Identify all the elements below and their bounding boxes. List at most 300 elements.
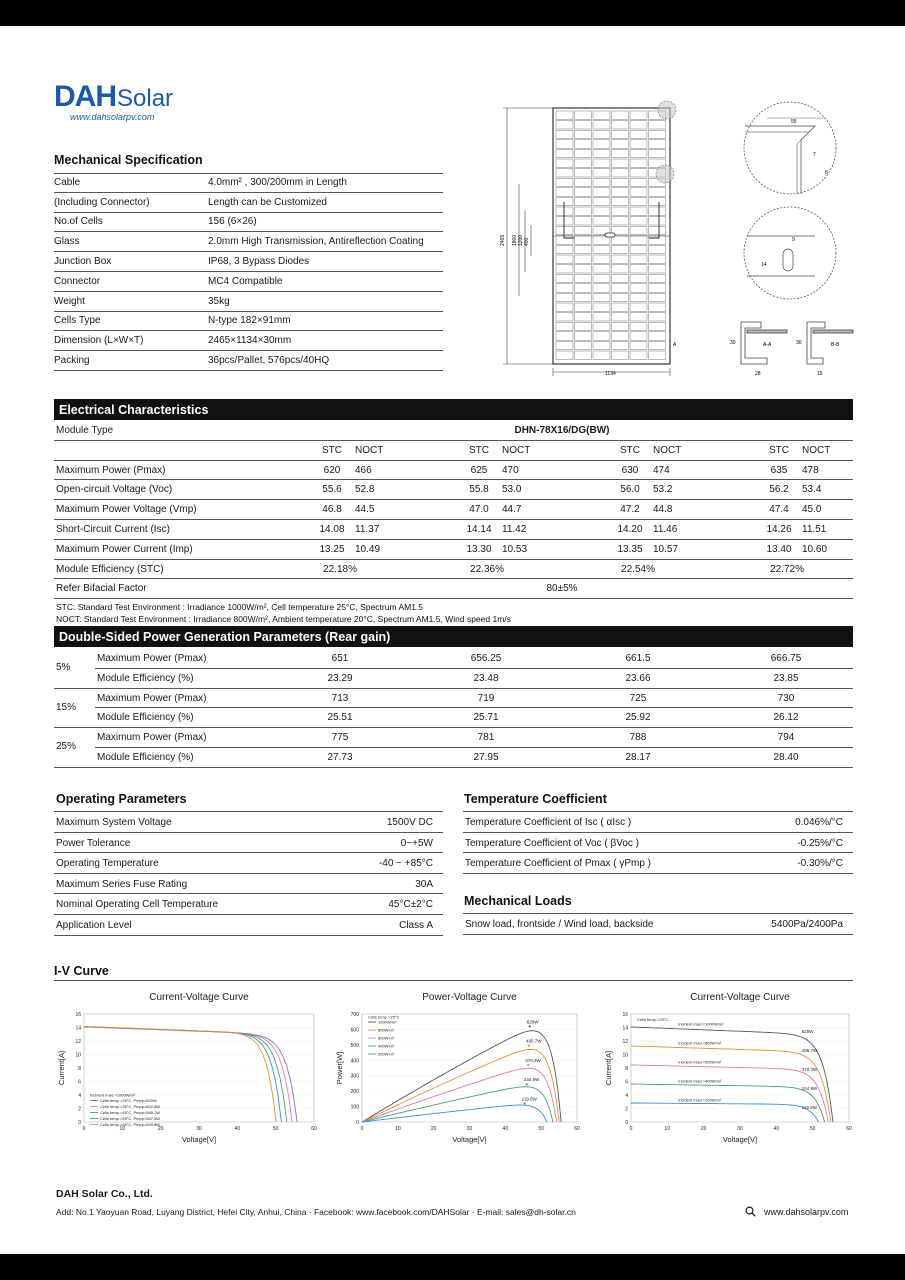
mpp-label: 370.3W <box>525 1057 541 1063</box>
panel-cell <box>593 293 610 301</box>
gain-value: 775 <box>331 732 349 744</box>
bifacial-label: Refer Bifacial Factor <box>56 583 147 595</box>
panel-cell <box>612 188 629 196</box>
panel-cell <box>630 226 647 234</box>
panel-cell <box>649 207 666 215</box>
noct-value: 44.7 <box>502 504 522 516</box>
frame-section-bb <box>807 322 853 364</box>
x-tick-label: 10 <box>395 1126 401 1132</box>
gain-label: 15% <box>56 701 77 713</box>
logo-url: www.dahsolarpv.com <box>70 112 155 122</box>
panel-cell <box>612 332 629 340</box>
operating-value: 30A <box>415 878 433 890</box>
gain-label: 25% <box>56 741 77 753</box>
spec-value: 35kg <box>208 295 230 307</box>
panel-cell <box>593 217 610 225</box>
x-tick-label: 60 <box>846 1126 852 1132</box>
panel-cell <box>612 111 629 119</box>
panel-cell <box>556 322 573 330</box>
stc-value: 55.8 <box>469 484 489 496</box>
panel-cell <box>649 351 666 359</box>
dim-7: 7 <box>813 152 816 158</box>
series-inline-label: Incident Irrad.=400W/m² <box>678 1078 722 1084</box>
mpp-label: 119.8W <box>521 1096 537 1102</box>
panel-cell <box>575 226 592 234</box>
noct-value: 10.49 <box>355 543 381 555</box>
operating-value: -40 ~ +85°C <box>378 858 433 870</box>
mounting-hole-detail <box>744 207 836 299</box>
y-tick-label: 8 <box>625 1066 628 1072</box>
panel-cell <box>593 111 610 119</box>
stc-value: 56.2 <box>769 484 789 496</box>
panel-cell <box>612 303 629 311</box>
x-tick-label: 50 <box>809 1126 816 1132</box>
gain-row-label: Module Efficiency (%) <box>97 712 194 724</box>
stc-header: STC <box>769 444 789 456</box>
temperature-value: 0.046%/°C <box>795 817 843 828</box>
electrical-row <box>54 540 853 560</box>
stc-value: 56.0 <box>620 484 640 496</box>
panel-cell <box>612 255 629 263</box>
panel-cell <box>649 226 666 234</box>
noct-value: 53.4 <box>802 484 822 496</box>
spec-row <box>54 272 443 292</box>
legend-label: Cells temp.=35°C, Pmpp=602.8W <box>100 1103 161 1109</box>
panel-cell <box>612 265 629 273</box>
stc-value: 625 <box>470 464 488 476</box>
temperature-key: Temperature Coefficient of Isc ( αIsc ) <box>465 817 632 828</box>
y-tick-label: 0 <box>625 1120 628 1126</box>
panel-cell <box>575 188 592 196</box>
panel-cell <box>593 322 610 330</box>
panel-cell <box>575 255 592 263</box>
gain-group <box>54 689 853 729</box>
legend-label: 400W/m² <box>378 1043 395 1049</box>
x-axis-label: Voltage[V] <box>181 1135 217 1144</box>
panel-cell <box>630 351 647 359</box>
panel-cell <box>612 178 629 186</box>
noct-value: 11.42 <box>502 523 527 535</box>
spec-row <box>54 173 443 193</box>
mpp-label: 244.9W <box>523 1077 540 1083</box>
efficiency-value: 22.72% <box>770 563 804 575</box>
panel-cell <box>575 245 592 253</box>
mpp-point <box>526 1083 528 1085</box>
panel-cell <box>630 207 647 215</box>
dim-1200: 1200 <box>518 234 524 246</box>
gain-value: 656.25 <box>470 653 502 664</box>
series-line <box>631 1103 819 1122</box>
legend-label: Cells temp.=25°C, Pmpp=620W <box>100 1097 157 1103</box>
dim-9: 9 <box>792 237 795 243</box>
spec-key: Connector <box>54 275 101 287</box>
dim-28: 28 <box>755 371 761 377</box>
x-tick-label: 30 <box>737 1126 743 1132</box>
panel-cell <box>649 121 666 129</box>
panel-cell <box>612 351 629 359</box>
noct-value: 53.0 <box>502 484 522 496</box>
panel-cell <box>630 332 647 340</box>
panel-cell <box>630 274 647 282</box>
module-type-label: Module Type <box>56 425 114 436</box>
panel-cell <box>649 149 666 157</box>
panel-cell <box>556 226 573 234</box>
noct-value: 11.46 <box>653 523 678 535</box>
legend-title: Incident Irrad.=1000W/m² <box>90 1092 136 1098</box>
panel-cell <box>556 149 573 157</box>
panel-cell <box>593 178 610 186</box>
panel-cell <box>556 130 573 138</box>
panel-cell <box>630 293 647 301</box>
panel-cell <box>593 149 610 157</box>
iv-title: I-V Curve <box>54 964 109 978</box>
temperature-value: -0.25%/°C <box>797 837 843 849</box>
x-tick-label: 60 <box>574 1126 580 1132</box>
y-tick-label: 700 <box>350 1012 359 1018</box>
panel-cell <box>556 197 573 205</box>
panel-cell <box>630 159 647 167</box>
panel-cell <box>593 130 610 138</box>
double-sided-table <box>54 649 853 768</box>
stc-value: 55.6 <box>322 484 342 496</box>
spec-value: Length can be Customized <box>208 196 327 208</box>
gain-value: 28.17 <box>625 751 651 763</box>
panel-cell <box>575 197 592 205</box>
panel-cell <box>575 293 592 301</box>
panel-cell <box>575 351 592 359</box>
panel-cell <box>612 322 629 330</box>
operating-table <box>54 811 443 936</box>
panel-cell <box>556 313 573 321</box>
noct-value: 11.51 <box>802 523 827 535</box>
panel-cell <box>593 207 610 215</box>
stc-noct-header-row <box>54 441 853 461</box>
panel-cell <box>593 169 610 177</box>
panel-cell <box>630 341 647 349</box>
y-tick-label: 4 <box>78 1093 81 1099</box>
top-black-bar <box>0 0 905 26</box>
dim-length: 2465 <box>500 234 506 246</box>
operating-key: Nominal Operating Cell Temperature <box>56 899 219 911</box>
panel-cell <box>630 111 647 119</box>
mpp-point <box>527 1064 529 1066</box>
electrical-label: Short-Circuit Current (Isc) <box>56 523 170 535</box>
footer-website[interactable] <box>745 1206 848 1217</box>
noct-value: 52.8 <box>355 484 375 496</box>
gain-value: 730 <box>777 692 795 704</box>
temperature-table <box>463 811 853 874</box>
efficiency-value: 22.36% <box>470 563 504 575</box>
panel-cell <box>575 207 592 215</box>
gain-row-label: Module Efficiency (%) <box>97 751 194 763</box>
chart-1 <box>57 992 317 1144</box>
panel-cell <box>556 274 573 282</box>
dim-55: 55 <box>791 119 797 125</box>
bottom-black-bar <box>0 1254 905 1280</box>
panel-cell <box>575 341 592 349</box>
noct-header: NOCT <box>653 444 682 456</box>
panel-cell <box>556 284 573 292</box>
operating-key: Application Level <box>56 919 132 931</box>
stc-value: 13.25 <box>319 543 345 555</box>
section-bb-label: B-B <box>831 342 840 348</box>
legend-label: Cells temp.=55°C, Pmpp=567.5W <box>100 1115 161 1121</box>
temperature-title: Temperature Coefficient <box>464 792 607 806</box>
stc-value: 14.08 <box>319 523 345 535</box>
y-tick-label: 16 <box>75 1012 81 1018</box>
panel-cell <box>649 255 666 263</box>
stc-value: 13.35 <box>617 543 643 555</box>
noct-value: 44.8 <box>653 504 673 516</box>
panel-cell <box>630 140 647 148</box>
series-inline-label: Incident Irrad.=1000W/m² <box>678 1021 724 1027</box>
spec-row <box>54 312 443 332</box>
noct-header: NOCT <box>802 444 831 456</box>
spec-key: Cable <box>54 177 81 189</box>
panel-cell <box>575 159 592 167</box>
spec-key: Glass <box>54 236 80 248</box>
operating-value: 1500V DC <box>386 817 433 828</box>
stc-header: STC <box>469 444 489 456</box>
panel-cell <box>612 197 629 205</box>
panel-cell <box>649 284 666 292</box>
gain-value: 661.5 <box>625 653 651 664</box>
panel-cell <box>612 159 629 167</box>
panel-cell <box>556 351 573 359</box>
spec-value: N-type 182×91mm <box>208 315 291 327</box>
electrical-label: Open-circuit Voltage (Voc) <box>56 484 173 496</box>
panel-cell <box>612 149 629 157</box>
spec-key: (Including Connector) <box>54 196 150 208</box>
gain-power-row <box>95 689 853 709</box>
gain-label: 5% <box>56 662 71 673</box>
panel-cell <box>575 121 592 129</box>
spec-row <box>54 351 443 371</box>
mpp-point <box>528 1044 530 1046</box>
electrical-label: Maximum Power (Pmax) <box>56 464 166 476</box>
panel-cell <box>593 265 610 273</box>
mpp-label: 620W <box>526 1019 539 1025</box>
y-axis-label: Current[A] <box>604 1050 613 1086</box>
panel-cell <box>630 236 647 244</box>
operating-row <box>54 853 443 874</box>
panel-cell <box>593 274 610 282</box>
operating-key: Maximum System Voltage <box>56 817 172 828</box>
y-tick-label: 400 <box>350 1058 359 1065</box>
dim-8: 8 <box>825 170 828 176</box>
chart-title: Current-Voltage Curve <box>690 992 790 1003</box>
plot-area <box>362 1014 577 1122</box>
operating-row <box>54 894 443 915</box>
y-tick-label: 500 <box>350 1042 359 1049</box>
panel-cell <box>649 236 666 244</box>
panel-cell <box>575 322 592 330</box>
efficiency-row <box>54 560 853 580</box>
panel-cell <box>612 217 629 225</box>
panel-cell <box>556 111 573 119</box>
panel-cell <box>612 341 629 349</box>
panel-cell <box>593 284 610 292</box>
legend-label: 800W/m² <box>378 1027 395 1033</box>
spec-row <box>54 292 443 312</box>
temperature-key: Temperature Coefficient of Voc ( βVoc ) <box>465 837 639 849</box>
panel-cell <box>630 245 647 253</box>
section-a-marker: A <box>673 342 677 348</box>
panel-cell <box>612 140 629 148</box>
gain-efficiency-row <box>95 708 853 728</box>
panel-cell <box>575 130 592 138</box>
electrical-label: Maximum Power Voltage (Vmp) <box>56 504 197 516</box>
dim-15: 15 <box>817 371 823 377</box>
electrical-bar: Electrical Characteristics <box>54 399 853 420</box>
spec-row <box>54 232 443 252</box>
noct-note: NOCT: Standard Test Environment : Irradiance 800W/m², Ambient temperature 20°C, Spectrum AM1.5, Wind speed 1m/s <box>56 614 511 624</box>
y-tick-label: 8 <box>78 1066 81 1072</box>
panel-cell <box>593 341 610 349</box>
stc-value: 620 <box>323 464 341 476</box>
panel-cell <box>649 197 666 205</box>
legend-label: Cells temp.=45°C, Pmpp=585.2W <box>100 1109 161 1115</box>
y-tick-label: 10 <box>622 1052 628 1059</box>
corner-detail <box>744 102 836 194</box>
panel-cell <box>593 351 610 359</box>
panel-cell <box>575 274 592 282</box>
panel-cell <box>630 130 647 138</box>
noct-value: 10.60 <box>802 543 828 555</box>
y-tick-label: 300 <box>350 1073 359 1080</box>
noct-value: 470 <box>502 464 519 476</box>
panel-cell <box>630 197 647 205</box>
panel-cell <box>575 178 592 186</box>
temperature-key: Temperature Coefficient of Pmax ( γPmp ) <box>465 858 651 870</box>
gain-power-row <box>95 728 853 748</box>
gain-row-label: Maximum Power (Pmax) <box>97 692 207 704</box>
y-tick-label: 200 <box>350 1089 359 1096</box>
panel-cell <box>593 332 610 340</box>
y-tick-label: 10 <box>75 1052 81 1059</box>
dim-aa-30: 30 <box>730 340 736 346</box>
panel-cell <box>649 140 666 148</box>
panel-cell <box>630 121 647 129</box>
panel-cell <box>575 236 592 244</box>
spec-key: No.of Cells <box>54 216 103 228</box>
x-tick-label: 60 <box>311 1126 317 1132</box>
chart-3 <box>604 992 852 1144</box>
panel-cell <box>556 140 573 148</box>
electrical-row <box>54 480 853 500</box>
series-line <box>362 1105 547 1122</box>
x-tick-label: 30 <box>196 1126 202 1132</box>
stc-value: 630 <box>621 464 639 476</box>
mechanical-title: Mechanical Specification <box>54 153 203 167</box>
y-tick-label: 4 <box>625 1093 628 1099</box>
noct-value: 44.5 <box>355 504 375 516</box>
panel-cell <box>593 188 610 196</box>
noct-value: 474 <box>653 464 670 476</box>
gain-row-label: Maximum Power (Pmax) <box>97 653 207 664</box>
panel-cell <box>556 188 573 196</box>
panel-cell <box>556 255 573 263</box>
panel-cell <box>556 245 573 253</box>
efficiency-label: Module Efficiency (STC) <box>56 563 164 575</box>
noct-value: 53.2 <box>653 484 673 496</box>
series-inline-label: Incident Irrad.=200W/m² <box>678 1097 722 1103</box>
gain-value: 794 <box>777 732 795 744</box>
gain-value: 23.66 <box>625 672 651 684</box>
y-tick-label: 14 <box>622 1025 628 1032</box>
legend-title: Cells temp.=25°C <box>368 1014 400 1020</box>
panel-cell <box>649 274 666 282</box>
gain-value: 23.48 <box>473 672 499 684</box>
operating-row <box>54 874 443 895</box>
module-drawing <box>495 96 865 381</box>
stc-header: STC <box>620 444 640 456</box>
stc-value: 13.30 <box>466 543 492 555</box>
x-tick-label: 50 <box>538 1126 544 1132</box>
x-tick-label: 50 <box>272 1126 279 1132</box>
mpp-label: 119.8W <box>801 1104 817 1110</box>
gain-row-label: Maximum Power (Pmax) <box>97 732 207 744</box>
gain-value: 25.51 <box>327 712 353 724</box>
panel-cell <box>630 188 647 196</box>
stc-value: 47.0 <box>469 504 489 516</box>
dim-14: 14 <box>761 262 767 268</box>
gain-efficiency-row <box>95 748 853 768</box>
gain-value: 27.95 <box>473 751 499 763</box>
logo-mark: DAH <box>54 80 116 113</box>
x-tick-label: 40 <box>234 1126 241 1132</box>
panel-cell <box>612 169 629 177</box>
panel-cell <box>649 341 666 349</box>
mpp-label: 495.7W <box>525 1038 542 1044</box>
gain-group <box>54 728 853 768</box>
panel-cell <box>556 303 573 311</box>
gain-efficiency-row <box>95 669 853 689</box>
panel-cell <box>630 255 647 263</box>
spec-row <box>54 252 443 272</box>
panel-cell <box>575 149 592 157</box>
gain-value: 666.75 <box>770 653 802 664</box>
panel-cell <box>649 217 666 225</box>
temperature-row <box>463 833 853 854</box>
operating-row <box>54 833 443 854</box>
stc-header: STC <box>322 444 342 456</box>
spec-key: Junction Box <box>54 256 112 268</box>
panel-cell <box>612 245 629 253</box>
stc-value: 14.14 <box>466 523 492 535</box>
section-aa-label: A-A <box>763 342 772 348</box>
legend-label: Cells temp.=65°C, Pmpp=549.8W <box>100 1121 161 1127</box>
y-axis-label: Power[W] <box>335 1051 344 1085</box>
y-tick-label: 2 <box>78 1106 81 1113</box>
electrical-table <box>54 421 853 599</box>
panel-cell <box>593 245 610 253</box>
series-inline-label: Incident Irrad.=800W/m² <box>678 1040 722 1046</box>
module-type-value: DHN-78X16/DG(BW) <box>514 425 610 436</box>
noct-value: 478 <box>802 464 819 476</box>
stc-value: 14.20 <box>617 523 643 535</box>
mpp-label: 370.3W <box>801 1066 818 1072</box>
panel-cell <box>556 121 573 129</box>
logo-word: Solar <box>117 85 174 112</box>
panel-cell <box>649 303 666 311</box>
y-tick-label: 100 <box>350 1104 359 1111</box>
panel-cell <box>630 178 647 186</box>
loads-table <box>463 913 853 935</box>
iv-charts <box>54 988 854 1158</box>
mpp-point <box>524 1102 526 1104</box>
panel-cell <box>612 293 629 301</box>
